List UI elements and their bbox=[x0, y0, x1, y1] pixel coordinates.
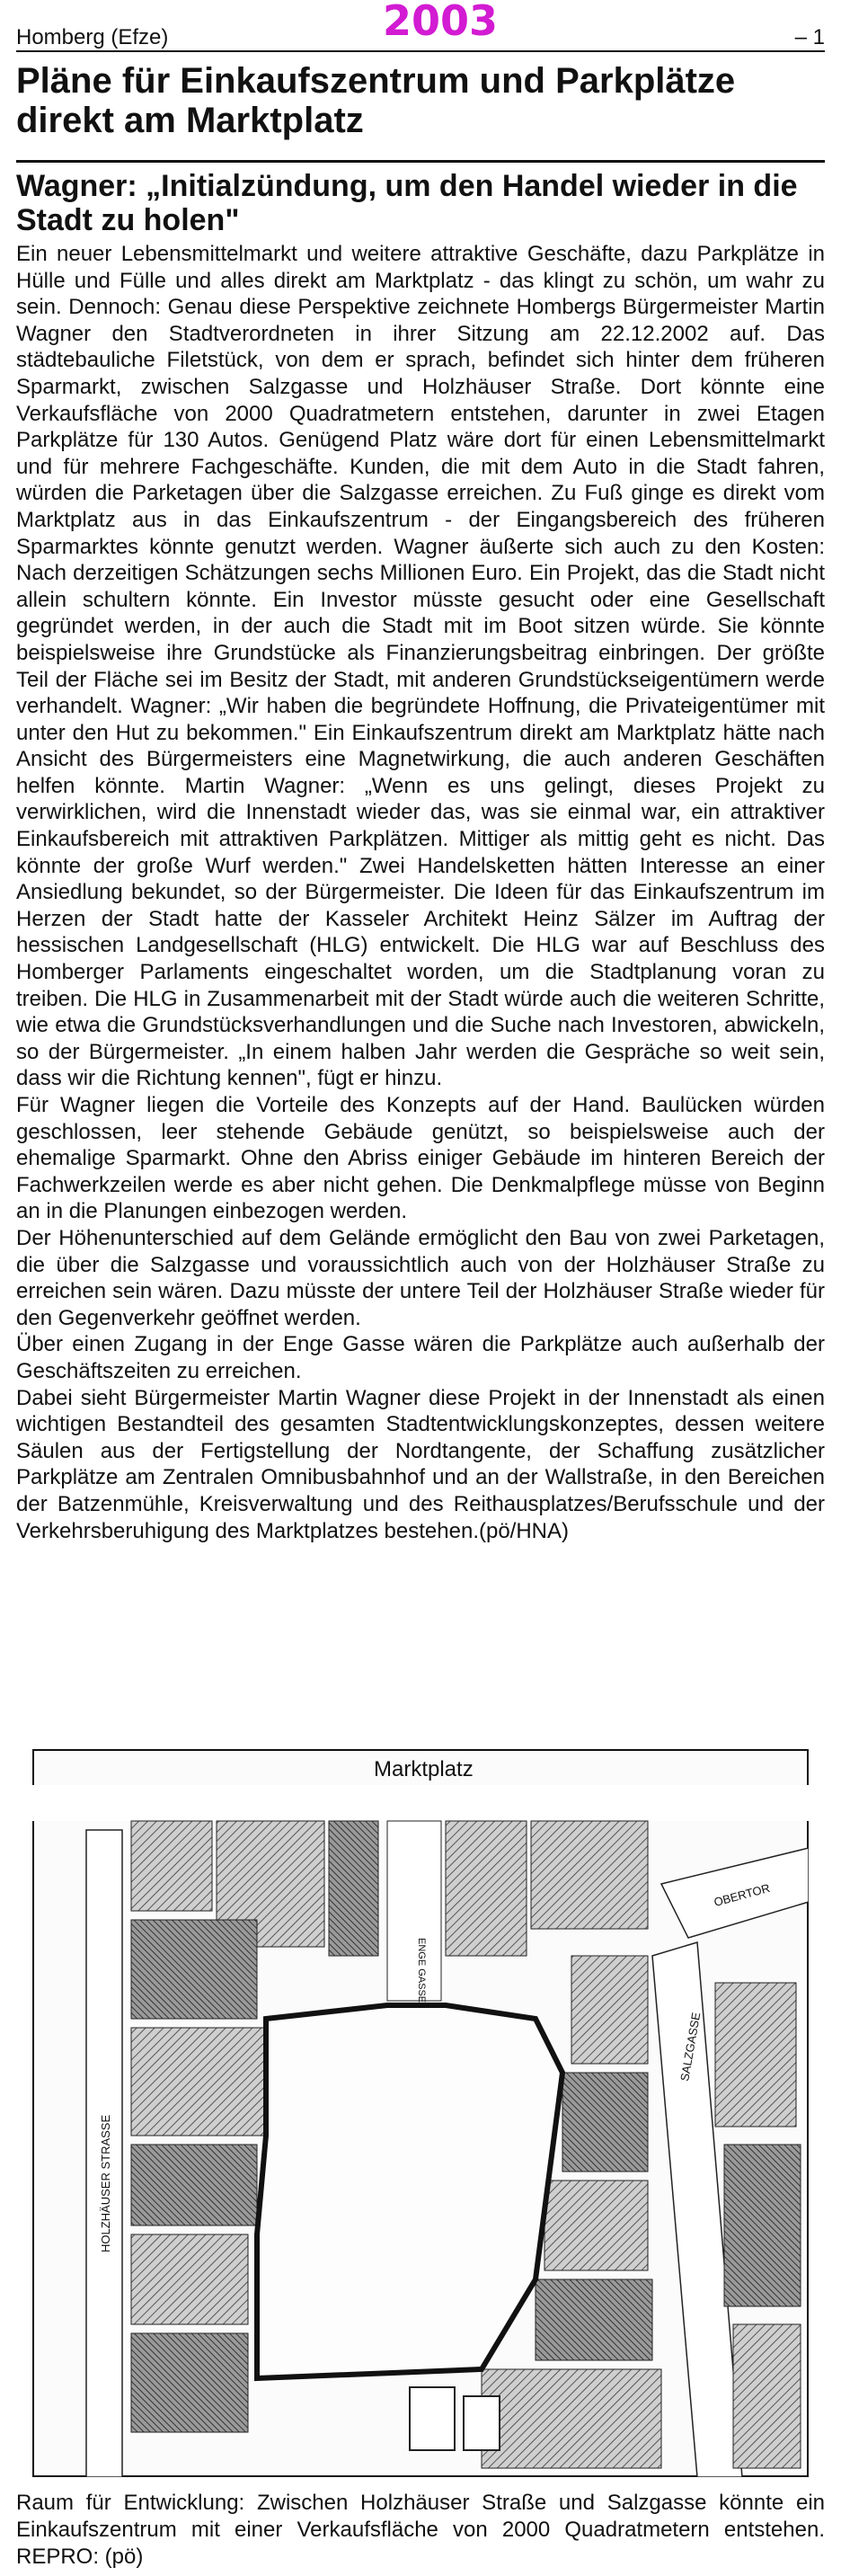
article-paragraph: Der Höhenunterschied auf dem Gelände ermöglicht den Bau von zwei Parketagen, die über die Salzgasse und voraussichtlich auch von der Holzhäuser Straße zu erreichen sein wären. Dazu müsste der untere Teil der Holzhäuser Straße wieder für den Gegenverkehr geöffnet werden. bbox=[16, 1225, 825, 1330]
article-headline: Pläne für Einkaufszentrum und Parkplätze direkt am Marktplatz bbox=[16, 61, 736, 140]
page-header bbox=[16, 0, 825, 47]
newspaper-source: Homberg (Efze) bbox=[16, 25, 169, 49]
building-block bbox=[446, 1821, 527, 1956]
article-paragraph: Dabei sieht Bürgermeister Martin Wagner diese Projekt in der Innenstadt als einen wichtigen Bestandteil des gesamten Stadtentwicklungskonzeptes, dessen weitere Säulen aus der Fertigstellung der Nordtangente, der Schaffung zusätzlicher Parkplätze am Zentralen Omnibusbahnhof und an der Wallstraße, in den Bereichen der Batzenmühle, Kreisverwaltung und des Reithausplatzes/Berufsschule und der Verkehrsberuhigung des Marktplatzes bestehen.(pö/HNA) bbox=[16, 1385, 825, 1543]
map-label-enge-gasse: ENGE GASSE bbox=[416, 1938, 427, 2003]
article-subheadline: Wagner: „Initialzündung, um den Handel wieder in die Stadt zu holen" bbox=[16, 169, 798, 237]
building-block bbox=[131, 1821, 212, 1911]
year-annotation: 2003 bbox=[383, 0, 499, 45]
building-block bbox=[131, 2145, 257, 2225]
building-block bbox=[531, 1821, 648, 1929]
map-caption: Raum für Entwicklung: Zwischen Holzhäuser Straße und Salzgasse könnte ein Einkaufszentrum mit einer Verkaufsfläche von 2000 Quadratmetern entstehen. REPRO: (pö) bbox=[16, 2491, 825, 2569]
building-block bbox=[724, 2145, 801, 2306]
enge-gasse-passage bbox=[387, 1821, 441, 2001]
parked-car bbox=[464, 2396, 500, 2450]
building-block bbox=[131, 2028, 266, 2136]
building-block bbox=[562, 2073, 648, 2172]
article-body bbox=[16, 241, 825, 1544]
building-block bbox=[536, 2279, 652, 2360]
article-paragraph: Ein neuer Lebensmittelmarkt und weitere attraktive Geschäfte, dazu Parkplätze in Hülle und Fülle und alles direkt am Marktplatz - das klingt zu schön, um wahr zu sein. Dennoch: Genau diese Perspektive zeichnete Hombergs Bürgermeister Martin Wagner den Stadtverordneten in ihrer Sitzung am 22.12.2002 auf. Das städtebauliche Filetstück, von dem er sprach, befindet sich hinter dem früheren Sparmarkt, zwischen Salzgasse und Holzhäuser Straße. Dort könnte eine Verkaufsfläche von 2000 Quadratmetern entstehen, darunter in zwei Etagen Parkplätze für 130 Autos. Genügend Platz wäre dort für einen Lebensmittelmarkt und für mehrere Fachgeschäfte. Kunden, die mit dem Auto in die Stadt fahren, würden die Parketagen über die Salzgasse erreichen. Zu Fuß ginge es direkt vom Marktplatz aus in das Einkaufszentrum - der Eingangsbereich des früheren Sparmarktes könnte genutzt werden. Wagner äußerte sich auch zu den Kosten: Nach derzeitigen Schätzungen sechs Millionen Euro. Ein Projekt, das die Stadt nicht allein schultern könnte. Ein Investor müsste gesucht oder eine Gesellschaft gegründet werden, in der auch die Stadt mit im Boot sitzen würde. Sie könnte beispielsweise ihre Grundstücke als Finanzierungsbeitrag einbringen. Der größte Teil der Fläche sei im Besitz der Stadt, mit anderen Grundstückseigentümern werde verhandelt. Wagner: „Wir haben die begründete Hoffnung, die Privateigentümer mit unter den Hut zu bekommen." Ein Einkaufszentrum direkt am Marktplatz hätte nach Ansicht des Bürgermeisters eine Magnetwirkung, die auch anderen Geschäften helfen könnte. Martin Wagner: „Wenn es uns gelingt, dieses Projekt zu verwirklichen, wird die Innenstadt wieder das, was sie einmal war, ein attraktiver Einkaufsbereich mit attraktiven Parkplätzen. Mittiger als mittig geht es nicht. Das könnte der große Wurf werden." Zwei Handelsketten hätten Interesse an einer Ansiedlung bekundet, so der Bürgermeister. Die Ideen für das Einkaufszentrum im Herzen der Stadt hatte der Kasseler Architekt Heinz Sälzer im Auftrag der hessischen Landgesellschaft (HLG) entwickelt. Die HLG war auf Beschluss des Homberger Parlaments eingeschaltet worden, um die Stadtplanung voran zu treiben. Die HLG in Zusammenarbeit mit der Stadt würde auch die weiteren Schritte, wie etwa die Grundstücksverhandlungen und die Suche nach Investoren, abwickeln, so der Bürgermeister. „In einem halben Jahr werden die Gespräche so weit sein, dass wir die Richtung kennen", fügt er hinzu. bbox=[16, 242, 825, 1091]
header-rule bbox=[16, 50, 825, 52]
page-marker: – 1 bbox=[794, 25, 825, 49]
building-block bbox=[482, 2369, 661, 2468]
building-block bbox=[571, 1956, 648, 2064]
article-paragraph: Über einen Zugang in der Enge Gasse wären die Parkplätze auch außerhalb der Geschäftszeiten zu erreichen. bbox=[16, 1332, 825, 1383]
parked-car bbox=[410, 2387, 455, 2450]
map-label-obertor: OBERTOR bbox=[712, 1880, 772, 1909]
building-block bbox=[329, 1821, 378, 1956]
headline-rule bbox=[16, 160, 825, 163]
building-block bbox=[131, 2234, 248, 2324]
site-plan-map bbox=[32, 1749, 809, 2477]
market-square-area bbox=[32, 1785, 809, 1821]
building-block bbox=[131, 1920, 257, 2019]
map-label-salzgasse: SALZGASSE bbox=[677, 2011, 704, 2083]
building-block bbox=[733, 2324, 801, 2468]
building-block bbox=[715, 1983, 796, 2127]
map-label-holzhaeuser: HOLZHÄUSER STRASSE bbox=[99, 2114, 112, 2252]
map-label-marktplatz: Marktplatz bbox=[374, 1757, 474, 1781]
building-block bbox=[131, 2333, 248, 2432]
building-block bbox=[544, 2181, 648, 2270]
article-paragraph: Für Wagner liegen die Vorteile des Konzepts auf der Hand. Baulücken würden geschlossen, leer stehende Gebäude genützt, so beispielsweise auch der ehemalige Sparmarkt. Ohne den Abriss einiger Gebäude im hinteren Bereich der Fachwerkzeilen werde es aber nicht gehen. Die Denkmalpflege müsse von Beginn an in die Planungen einbezogen werden. bbox=[16, 1093, 825, 1224]
